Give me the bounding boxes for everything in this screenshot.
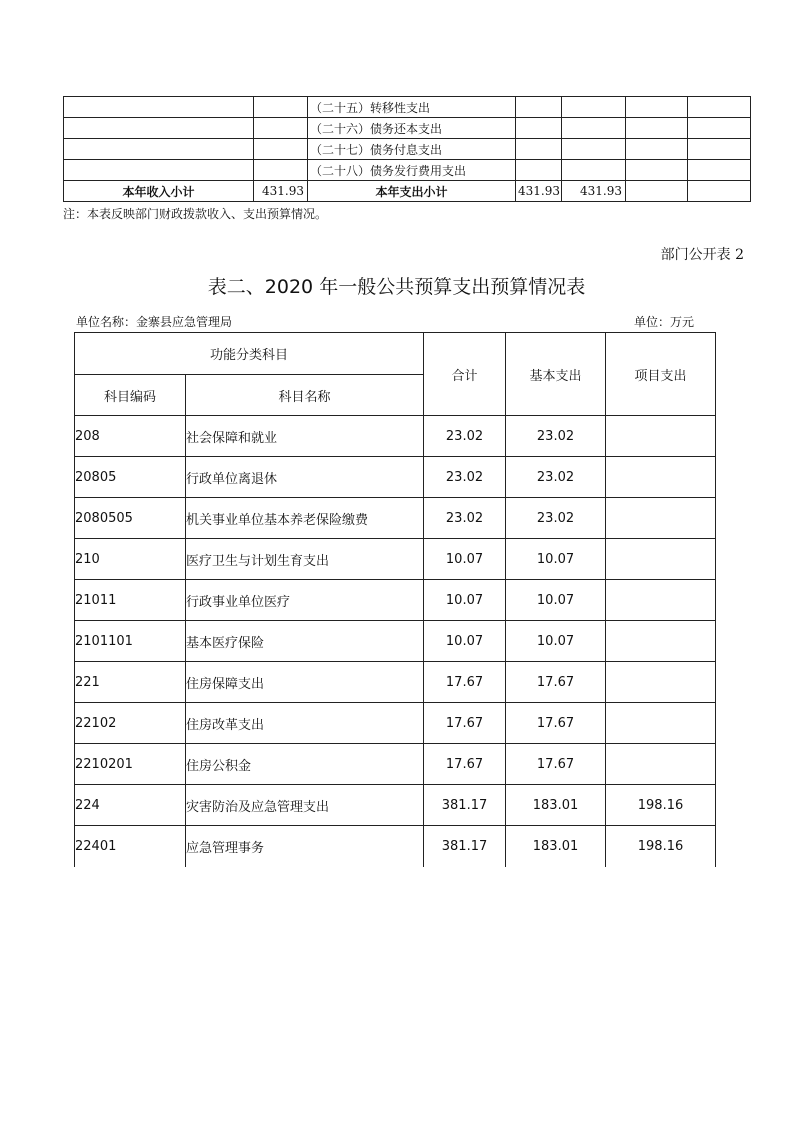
- subject-name: 灾害防治及应急管理支出: [186, 785, 424, 826]
- budget-table: [74, 332, 716, 867]
- continuation-table: [63, 96, 751, 202]
- header-subject-code: 科目编码: [75, 375, 186, 416]
- total-value: 10.07: [424, 539, 506, 580]
- subject-code: 20805: [75, 457, 186, 498]
- total-value: 17.67: [424, 662, 506, 703]
- expense-item-cell: （二十八）债务发行费用支出: [308, 160, 516, 181]
- subject-name: 基本医疗保险: [186, 621, 424, 662]
- subject-code: 2080505: [75, 498, 186, 539]
- value-cell: [626, 160, 688, 181]
- income-subtotal-value: 431.93: [254, 181, 308, 202]
- basic-value: 17.67: [506, 744, 606, 785]
- basic-value: 17.67: [506, 703, 606, 744]
- value-cell: [626, 181, 688, 202]
- value-cell: [688, 181, 751, 202]
- value-cell: [516, 139, 562, 160]
- table-row: [75, 785, 716, 826]
- subject-name: 机关事业单位基本养老保险缴费: [186, 498, 424, 539]
- expense-subtotal-value: 431.93: [516, 181, 562, 202]
- income-value-cell: [254, 118, 308, 139]
- subject-name: 住房公积金: [186, 744, 424, 785]
- table-row: [64, 97, 751, 118]
- subject-name: 行政事业单位医疗: [186, 580, 424, 621]
- value-cell: [562, 97, 626, 118]
- subject-code: 210: [75, 539, 186, 580]
- value-cell: [688, 97, 751, 118]
- table-row: [75, 826, 716, 867]
- table-row: [75, 662, 716, 703]
- table-note: 注：本表反映部门财政拨款收入、支出预算情况。: [63, 207, 328, 221]
- total-value: 23.02: [424, 498, 506, 539]
- value-cell: [626, 97, 688, 118]
- income-value-cell: [254, 97, 308, 118]
- unit-label: 单位：万元: [633, 315, 694, 329]
- income-item-cell: [64, 139, 254, 160]
- project-value: 198.16: [606, 785, 716, 826]
- project-value: [606, 498, 716, 539]
- total-value: 10.07: [424, 621, 506, 662]
- income-value-cell: [254, 160, 308, 181]
- project-value: 198.16: [606, 826, 716, 867]
- subject-code: 21011: [75, 580, 186, 621]
- total-value: 17.67: [424, 744, 506, 785]
- basic-value: 10.07: [506, 539, 606, 580]
- expense-item-cell: （二十五）转移性支出: [308, 97, 516, 118]
- budget-table-head: [75, 333, 716, 416]
- header-row: [75, 333, 716, 375]
- basic-value: 17.67: [506, 662, 606, 703]
- value-cell: [688, 118, 751, 139]
- total-value: 23.02: [424, 457, 506, 498]
- project-value: [606, 621, 716, 662]
- total-value: 17.67: [424, 703, 506, 744]
- table-row: [64, 118, 751, 139]
- subject-name: 应急管理事务: [186, 826, 424, 867]
- project-value: [606, 416, 716, 457]
- basic-value: 183.01: [506, 826, 606, 867]
- value-cell: [516, 97, 562, 118]
- basic-value: 183.01: [506, 785, 606, 826]
- value-cell: [688, 160, 751, 181]
- table-row: [75, 539, 716, 580]
- header-basic-expense: 基本支出: [506, 333, 606, 416]
- subject-code: 224: [75, 785, 186, 826]
- subject-name: 医疗卫生与计划生育支出: [186, 539, 424, 580]
- total-value: 381.17: [424, 785, 506, 826]
- basic-value: 10.07: [506, 621, 606, 662]
- value-cell: [688, 139, 751, 160]
- value-cell: [626, 139, 688, 160]
- expense-item-cell: （二十六）债务还本支出: [308, 118, 516, 139]
- subject-name: 住房改革支出: [186, 703, 424, 744]
- subject-code: 22401: [75, 826, 186, 867]
- total-value: 381.17: [424, 826, 506, 867]
- subject-code: 208: [75, 416, 186, 457]
- table-row: [75, 580, 716, 621]
- subject-code: 2101101: [75, 621, 186, 662]
- subject-name: 住房保障支出: [186, 662, 424, 703]
- income-item-cell: [64, 118, 254, 139]
- subject-code: 22102: [75, 703, 186, 744]
- value-cell: [562, 160, 626, 181]
- project-value: [606, 457, 716, 498]
- value-cell: [516, 118, 562, 139]
- table-row: [75, 703, 716, 744]
- expense-subtotal-value: 431.93: [562, 181, 626, 202]
- value-cell: [626, 118, 688, 139]
- income-item-cell: [64, 160, 254, 181]
- basic-value: 23.02: [506, 416, 606, 457]
- header-function-category: 功能分类科目: [75, 333, 424, 375]
- table-row: [75, 457, 716, 498]
- value-cell: [516, 160, 562, 181]
- table-row: [64, 160, 751, 181]
- table-row: [75, 744, 716, 785]
- subject-name: 行政单位离退休: [186, 457, 424, 498]
- income-subtotal-label: 本年收入小计: [64, 181, 254, 202]
- value-cell: [562, 118, 626, 139]
- value-cell: [562, 139, 626, 160]
- expense-item-cell: （二十七）债务付息支出: [308, 139, 516, 160]
- basic-value: 23.02: [506, 498, 606, 539]
- table-row: [75, 498, 716, 539]
- project-value: [606, 580, 716, 621]
- income-value-cell: [254, 139, 308, 160]
- table-row: [64, 139, 751, 160]
- total-value: 10.07: [424, 580, 506, 621]
- total-value: 23.02: [424, 416, 506, 457]
- page-title: 表二、2020 年一般公共预算支出预算情况表: [207, 276, 586, 298]
- project-value: [606, 744, 716, 785]
- header-project-expense: 项目支出: [606, 333, 716, 416]
- continuation-table-body: [64, 97, 751, 202]
- table-number: 部门公开表 2: [660, 247, 744, 263]
- budget-table-body: [75, 416, 716, 867]
- project-value: [606, 662, 716, 703]
- basic-value: 10.07: [506, 580, 606, 621]
- header-subject-name: 科目名称: [186, 375, 424, 416]
- unit-name: 单位名称：金寨县应急管理局: [76, 315, 233, 329]
- subtotal-row: [64, 181, 751, 202]
- basic-value: 23.02: [506, 457, 606, 498]
- table-row: [75, 416, 716, 457]
- income-item-cell: [64, 97, 254, 118]
- subject-name: 社会保障和就业: [186, 416, 424, 457]
- table-row: [75, 621, 716, 662]
- subject-code: 2210201: [75, 744, 186, 785]
- subject-code: 221: [75, 662, 186, 703]
- project-value: [606, 703, 716, 744]
- header-total: 合计: [424, 333, 506, 416]
- expense-subtotal-label: 本年支出小计: [308, 181, 516, 202]
- project-value: [606, 539, 716, 580]
